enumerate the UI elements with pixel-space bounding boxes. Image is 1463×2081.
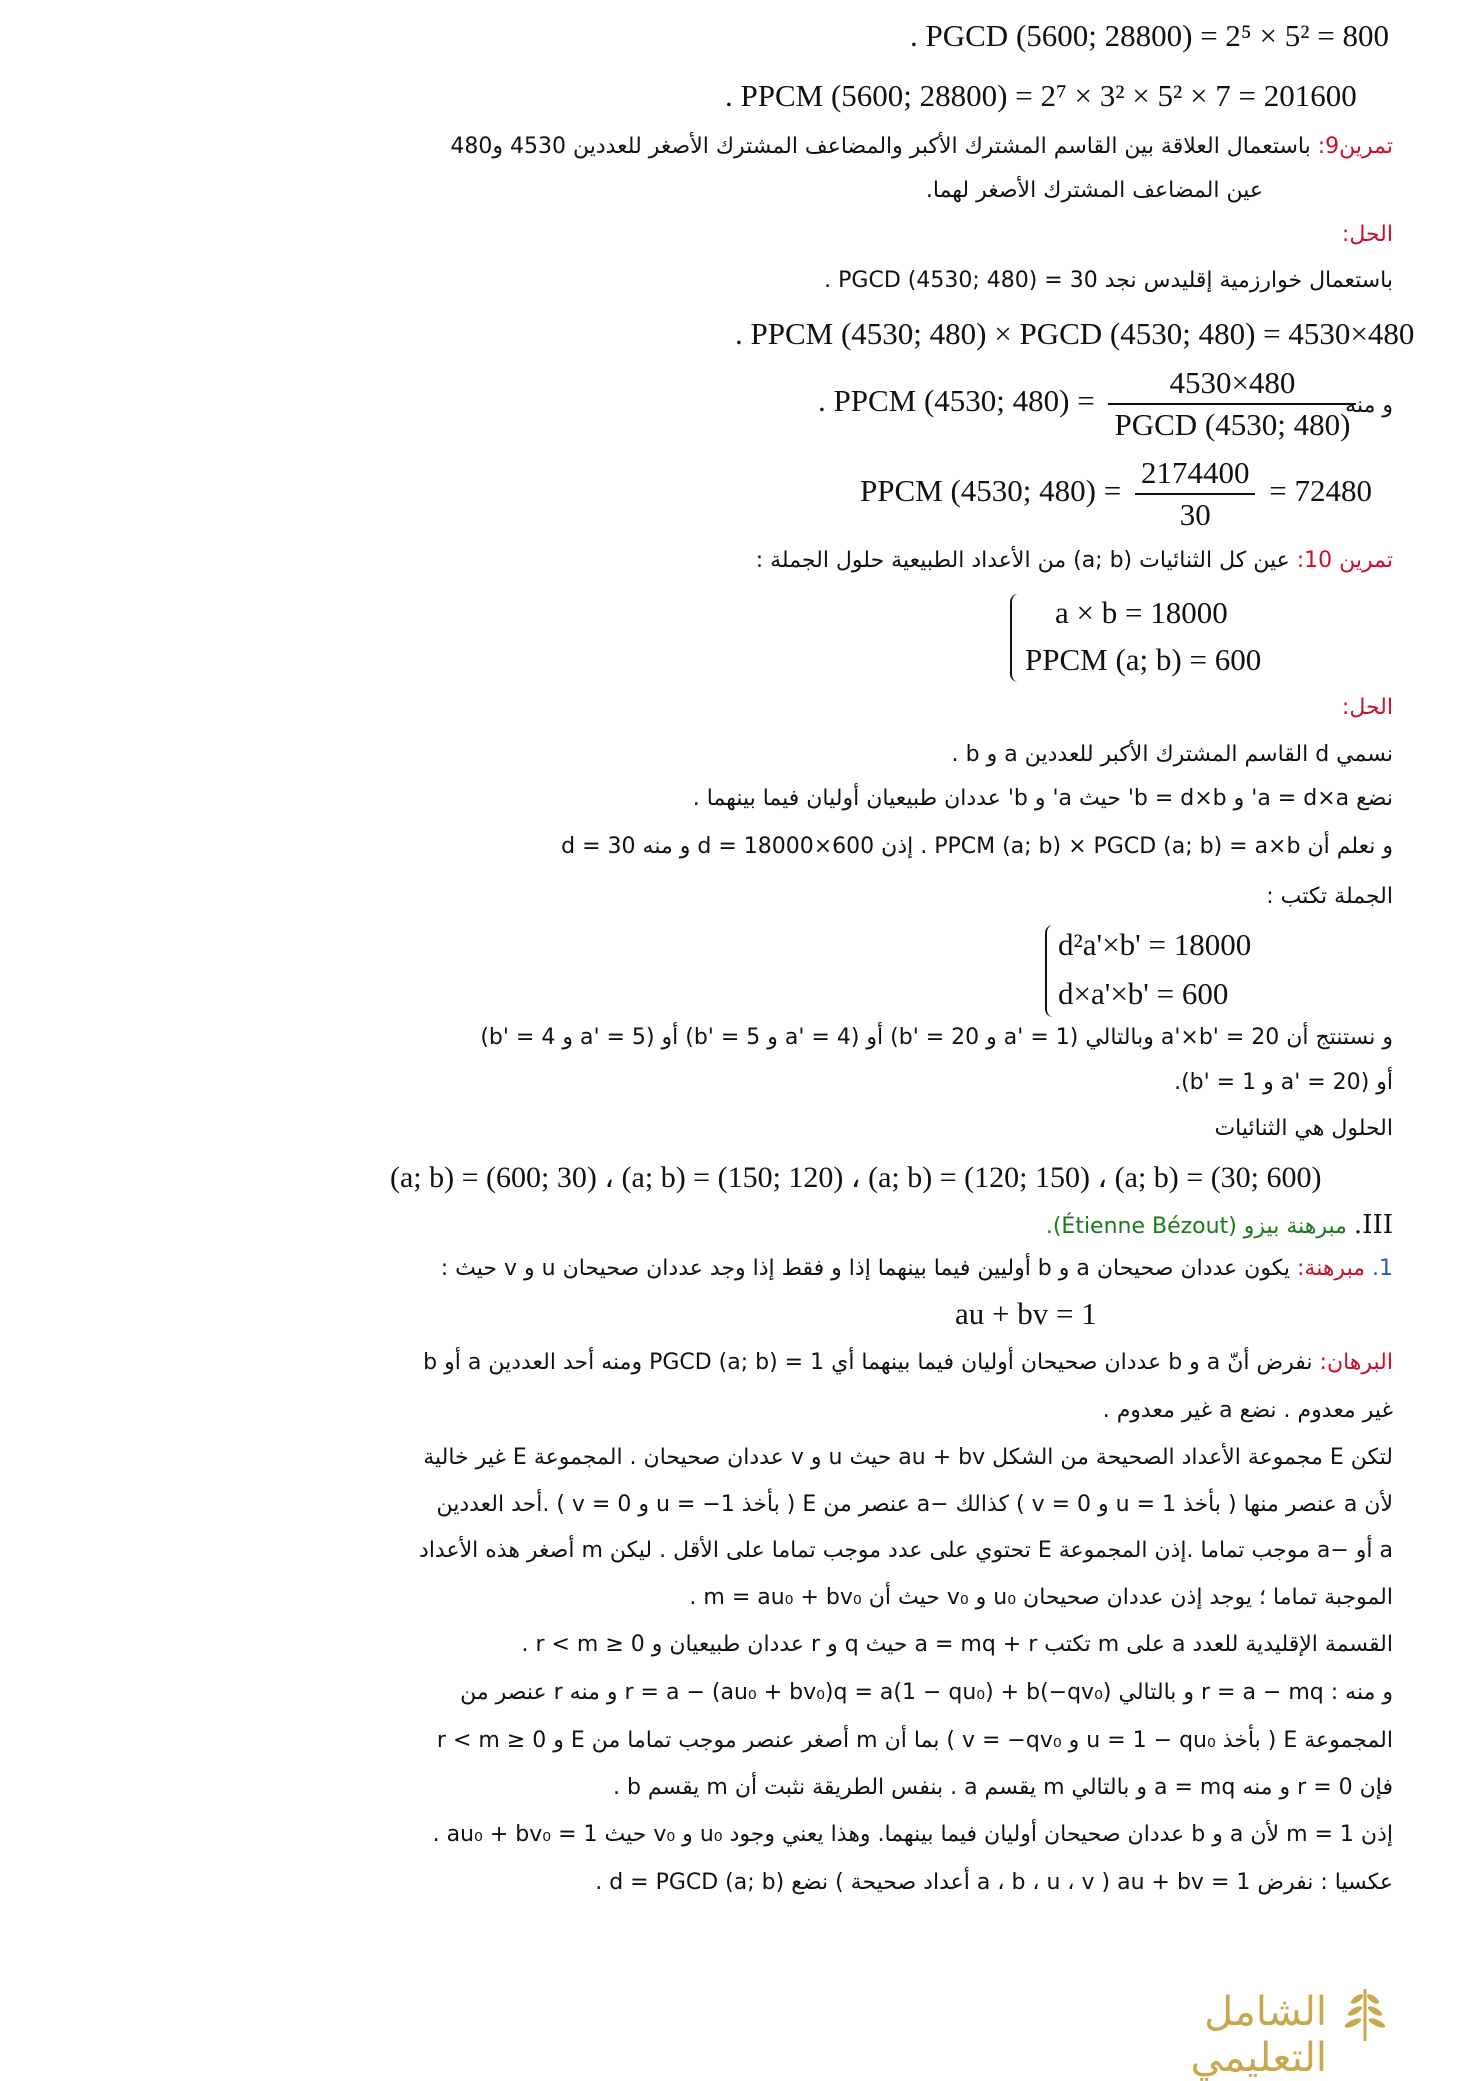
system-2-eq-1: d²a'×b' = 18000 (1058, 927, 1252, 962)
solution-label-1: الحل: (1341, 222, 1393, 247)
set-a-b-line: نضع a = d×a' و b = d×b' حيث a' و b' عددان طبيعيان أوليان فيما بينهما . (692, 786, 1393, 811)
proof-line-2: غير معدوم . نضع a غير معدوم . (1102, 1398, 1393, 1423)
proof-line-5: a أو −a موجب تماما .إذن المجموعة E تحتوي على عدد موجب تماما على الأقل . ليكن m أصغر هذه الأعداد (419, 1538, 1393, 1563)
site-logo (1065, 1985, 1395, 2081)
proof-line-1 (423, 1350, 1393, 1375)
ppcm-fraction-lhs: . PPCM (4530; 480) = (818, 383, 1095, 419)
theorem-line (441, 1256, 1393, 1281)
exercise-9-label: تمرين9: (1317, 134, 1393, 159)
fraction-1-numerator: 4530×480 (1108, 365, 1356, 405)
proof-line-6: الموجبة تماما ؛ يوجد إذن عددان صحيحان u₀ و v₀ حيث أن m = au₀ + bv₀ . (689, 1585, 1393, 1610)
bezout-equation: au + bv = 1 (955, 1296, 1097, 1331)
proof-line-11: إذن m = 1 لأن a و b عددان صحيحان أوليان فيما بينهما. وهذا يعني وجود u₀ و v₀ حيث au₀ + bv₀ = 1 . (432, 1822, 1393, 1847)
pgcd-5600-28800: . PGCD (5600; 28800) = 2⁵ × 5² = 800 (910, 18, 1390, 53)
exercise-10-line (756, 548, 1393, 573)
ppcm-value-formula (860, 455, 1372, 533)
exercise-9-text: باستعمال العلاقة بين القاسم المشترك الأكبر والمضاعف المشترك الأصغر للعددين 4530 و480 (450, 134, 1311, 159)
system-2-brace (1045, 925, 1059, 1017)
exercise-9-text-2: عين المضاعف المشترك الأصغر لهما. (925, 178, 1263, 203)
proof-line-12: عكسيا : نفرض au + bv = 1 ( a ، b ، u ، v أعداد صحيحة ) نضع d = PGCD (a; b) . (595, 1870, 1393, 1895)
solutions-list: (a; b) = (600; 30) ، (a; b) = (150; 120) ، (a; b) = (120; 150) ، (a; b) = (30; 600) (390, 1161, 1322, 1194)
therefore-label: و منه (1345, 393, 1393, 418)
fraction-2-numerator: 2174400 (1135, 455, 1256, 495)
solution-label-2: الحل: (1341, 695, 1393, 720)
exercise-10-label: تمرين 10: (1296, 548, 1393, 573)
system-1-eq-1: a × b = 18000 (1055, 595, 1228, 630)
proof-line-3: لتكن E مجموعة الأعداد الصحيحة من الشكل au + bv حيث u و v عددان صحيحان . المجموعة E غير خالية (423, 1445, 1393, 1470)
proof-line-7: القسمة الإقليدية للعدد a على m تكتب a = mq + r حيث q و r عددان طبيعيان و 0 ≤ r < m . (521, 1632, 1393, 1657)
proof-line-4: لأن a عنصر منها ( بأخذ u = 1 و v = 0 ) كذالك −a عنصر من E ( بأخذ u = −1 و v = 0 ) .أحد العددين (436, 1492, 1393, 1517)
exercise-9-line (450, 134, 1393, 159)
system-2-eq-2: d×a'×b' = 600 (1058, 976, 1229, 1011)
theorem-number: 1. (1372, 1256, 1393, 1281)
deduce-d-line: و نعلم أن PPCM (a; b) × PGCD (a; b) = a×b . إذن 600×d = 18000 و منه d = 30 (561, 834, 1393, 859)
proof-line-8: و منه : r = a − mq و بالتالي r = a − (au₀ + bv₀)q = a(1 − qu₀) + b(−qv₀) و منه r عنصر من (460, 1680, 1393, 1705)
ppcm-fraction-formula (818, 365, 1362, 443)
logo-text: الشامل التعليمي (1190, 1989, 1327, 2081)
solutions-label: الحلول هي الثنائيات (1214, 1116, 1393, 1141)
theorem-label: مبرهنة: (1296, 1256, 1365, 1281)
system-rewrite-label: الجملة تكتب : (1266, 884, 1393, 909)
fraction-1-denominator: PGCD (4530; 480) (1114, 407, 1351, 442)
ppcm-value-rhs: = 72480 (1269, 473, 1372, 509)
olive-branch-icon (1335, 1985, 1395, 2043)
define-d-line: نسمي d القاسم المشترك الأكبر للعددين a و b . (951, 742, 1393, 767)
theorem-text: يكون عددان صحيحان a و b أوليين فيما بينهما إذا و فقط إذا وجد عددان صحيحان u و v حيث : (440, 1256, 1290, 1281)
section-3-title: مبرهنة بيزو (Étienne Bézout). (1045, 1214, 1347, 1239)
ppcm-pgcd-product: . PPCM (4530; 480) × PGCD (4530; 480) = 4530×480 (735, 316, 1415, 351)
exercise-10-text: عين كل الثنائيات (a; b) من الأعداد الطبيعية حلول الجملة : (755, 548, 1290, 573)
ppcm-value-lhs: PPCM (4530; 480) = (860, 473, 1122, 509)
proof-line-9: المجموعة E ( بأخذ u = 1 − qu₀ و v = −qv₀ ) بما أن m أصغر عنصر موجب تماما من E و 0 ≤ r < m (436, 1728, 1393, 1753)
fraction-2 (1135, 455, 1256, 533)
fraction-1 (1108, 365, 1356, 443)
deduce-pairs-line-2: أو (a' = 20 و b' = 1). (1174, 1070, 1393, 1095)
section-3-heading (1046, 1210, 1393, 1240)
system-1-eq-2: PPCM (a; b) = 600 (1025, 642, 1262, 677)
euclid-result: باستعمال خوارزمية إقليدس نجد PGCD (4530; 480) = 30 . (824, 268, 1393, 293)
deduce-pairs-line: و نستنتج أن a'×b' = 20 وبالتالي (a' = 1 و b' = 20) أو (a' = 4 و b' = 5) أو (a' = 5 و b' = 4) (480, 1025, 1393, 1050)
section-3-number: III. (1353, 1210, 1393, 1240)
fraction-2-denominator: 30 (1179, 497, 1211, 532)
proof-label: البرهان: (1319, 1350, 1393, 1375)
proof-line-10: فإن r = 0 و منه a = mq و بالتالي m يقسم a . بنفس الطريقة نثبت أن m يقسم b . (612, 1775, 1393, 1800)
proof-text-1: نفرض أنّ a و b عددان صحيحان أوليان فيما بينهما أي PGCD (a; b) = 1 ومنه أحد العددين a أو b (423, 1350, 1313, 1375)
system-1-brace (1010, 594, 1024, 682)
ppcm-5600-28800: . PPCM (5600; 28800) = 2⁷ × 3² × 5² × 7 = 201600 (725, 78, 1357, 113)
